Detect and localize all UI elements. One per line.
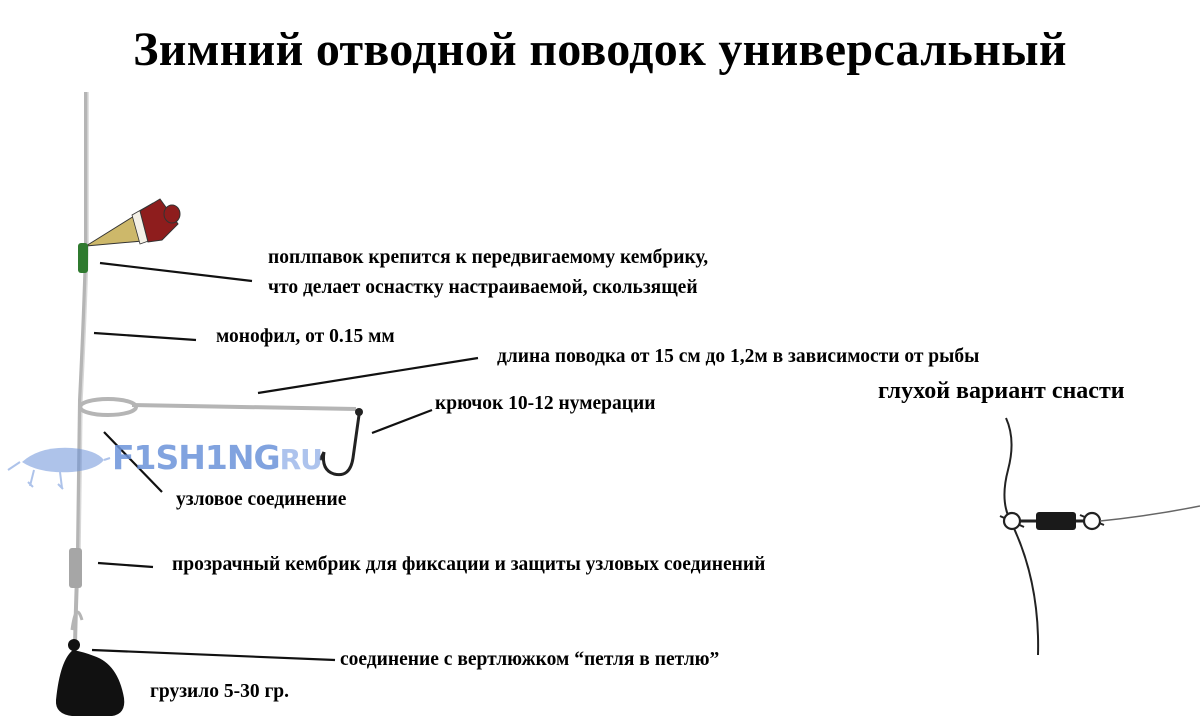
alt-variant-title: глухой вариант снасти: [878, 378, 1125, 404]
alt-main-line: [1004, 418, 1038, 655]
fish-lure-icon: [8, 448, 110, 489]
page-title: Зимний отводной поводок универсальный: [133, 23, 1067, 76]
label-knot: узловое соединение: [176, 489, 347, 510]
pointer-leader: [258, 358, 478, 393]
watermark-logo: [112, 438, 322, 477]
alt-swivel-ring-left: [1004, 513, 1020, 529]
label-float-line1: поплпавок крепится к передвигаемому кембрику,: [268, 247, 709, 268]
watermark-suffix: RU: [279, 443, 322, 476]
alt-rig-diagram: [1000, 418, 1200, 655]
float-stopper-tube: [78, 243, 88, 273]
alt-swivel-ring-right: [1084, 513, 1100, 529]
pointer-tube: [98, 563, 153, 567]
label-swivel: соединение с вертлюжком “петля в петлю”: [340, 649, 720, 670]
label-hook: крючок 10-12 нумерации: [435, 393, 656, 414]
alt-swivel-body: [1036, 512, 1076, 530]
pointer-hook: [372, 410, 432, 433]
leader-line: [132, 405, 356, 409]
label-sinker: грузило 5-30 гр.: [150, 681, 290, 702]
alt-leader-line: [1100, 506, 1200, 521]
swivel-icon: [68, 639, 80, 651]
knot-loop: [80, 399, 136, 415]
pointer-mono: [94, 333, 196, 340]
watermark-text: F1SH1NG: [112, 438, 280, 477]
label-mono: монофил, от 0.15 мм: [216, 326, 395, 347]
label-float-line2: что делает оснастку настраиваемой, скользящей: [268, 277, 698, 298]
sinker-icon: [56, 650, 124, 716]
label-tube: прозрачный кембрик для фиксации и защиты узловых соединений: [172, 554, 766, 575]
float-icon: [86, 199, 180, 246]
protective-tube: [69, 548, 82, 588]
label-leader: длина поводка от 15 см до 1,2м в зависимости от рыбы: [497, 346, 980, 367]
pointer-swivel: [92, 650, 335, 660]
pointer-float: [100, 263, 252, 281]
hook-icon: [320, 408, 363, 475]
